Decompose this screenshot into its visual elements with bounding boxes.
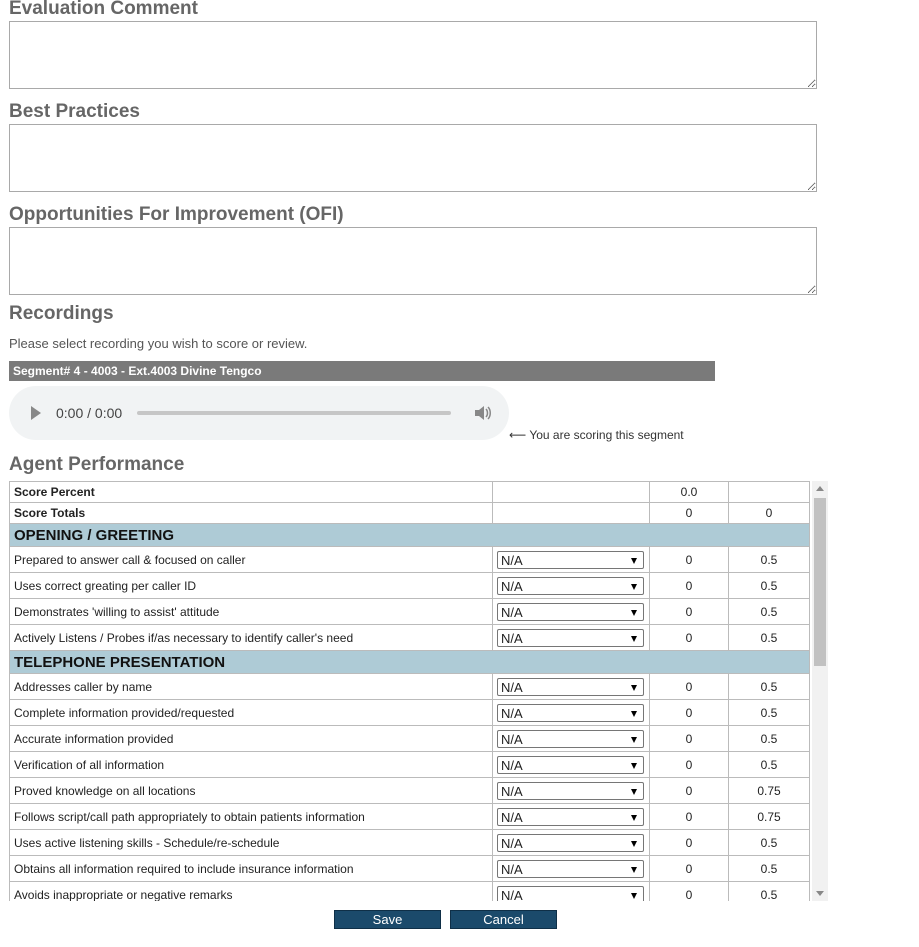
rating-select[interactable] (497, 730, 644, 748)
criteria-score: 0 (650, 726, 729, 752)
player-time: 0:00 / 0:00 (56, 405, 123, 421)
score-totals-row (10, 503, 810, 524)
criteria-row (10, 778, 810, 804)
seek-slider[interactable] (137, 411, 451, 415)
scroll-thumb[interactable] (814, 498, 826, 666)
section-title: TELEPHONE PRESENTATION (10, 651, 810, 674)
segment-row[interactable]: Segment# 4 - 4003 - Ext.4003 Divine Tengco (9, 361, 715, 381)
rating-select[interactable] (497, 577, 644, 595)
chevron-down-icon (631, 610, 637, 616)
rating-select[interactable] (497, 603, 644, 621)
rating-select-value: N/A (501, 887, 523, 901)
scroll-down-icon[interactable] (816, 891, 824, 896)
agent-performance-title: Agent Performance (9, 454, 185, 475)
criteria-weight: 0.75 (729, 778, 810, 804)
best-practices-field[interactable] (9, 124, 817, 192)
criteria-score: 0 (650, 573, 729, 599)
rating-select[interactable] (497, 756, 644, 774)
criteria-label: Prepared to answer call & focused on caller (10, 547, 493, 573)
criteria-weight: 0.5 (729, 856, 810, 882)
rating-select[interactable] (497, 704, 644, 722)
criteria-score: 0 (650, 752, 729, 778)
rating-select-value: N/A (501, 809, 523, 825)
performance-table (9, 481, 810, 901)
criteria-row (10, 547, 810, 573)
criteria-label: Uses active listening skills - Schedule/re-schedule (10, 830, 493, 856)
rating-select-value: N/A (501, 705, 523, 721)
performance-table-container (9, 481, 828, 901)
best-practices-title: Best Practices (9, 101, 140, 122)
criteria-score: 0 (650, 599, 729, 625)
criteria-row (10, 856, 810, 882)
criteria-score: 0 (650, 700, 729, 726)
rating-select-value: N/A (501, 604, 523, 620)
rating-select-value: N/A (501, 861, 523, 877)
criteria-score: 0 (650, 804, 729, 830)
section-title: OPENING / GREETING (10, 524, 810, 547)
score-totals-max: 0 (729, 503, 810, 524)
chevron-down-icon (631, 867, 637, 873)
criteria-row (10, 882, 810, 902)
volume-icon[interactable] (473, 404, 493, 422)
criteria-weight: 0.5 (729, 599, 810, 625)
criteria-label: Addresses caller by name (10, 674, 493, 700)
evaluation-comment-title: Evaluation Comment (9, 0, 198, 19)
criteria-label: Uses correct greating per caller ID (10, 573, 493, 599)
criteria-score: 0 (650, 778, 729, 804)
cancel-button[interactable]: Cancel (450, 910, 557, 929)
criteria-row (10, 674, 810, 700)
criteria-weight: 0.5 (729, 674, 810, 700)
criteria-score: 0 (650, 856, 729, 882)
score-percent-value: 0.0 (650, 482, 729, 503)
criteria-weight: 0.5 (729, 700, 810, 726)
criteria-weight: 0.5 (729, 830, 810, 856)
criteria-row (10, 700, 810, 726)
chevron-down-icon (631, 893, 637, 899)
criteria-label: Actively Listens / Probes if/as necessary to identify caller's need (10, 625, 493, 651)
score-totals-score: 0 (650, 503, 729, 524)
performance-table-viewport (9, 481, 811, 901)
rating-select[interactable] (497, 886, 644, 902)
chevron-down-icon (631, 584, 637, 590)
rating-select-value: N/A (501, 835, 523, 851)
scoring-note: ⟵ You are scoring this segment (509, 428, 684, 442)
criteria-weight: 0.5 (729, 726, 810, 752)
rating-select-value: N/A (501, 757, 523, 773)
criteria-label: Demonstrates 'willing to assist' attitude (10, 599, 493, 625)
criteria-row (10, 573, 810, 599)
chevron-down-icon (631, 789, 637, 795)
criteria-score: 0 (650, 882, 729, 902)
chevron-down-icon (631, 558, 637, 564)
criteria-score: 0 (650, 547, 729, 573)
rating-select-value: N/A (501, 731, 523, 747)
rating-select[interactable] (497, 782, 644, 800)
rating-select-value: N/A (501, 578, 523, 594)
rating-select[interactable] (497, 834, 644, 852)
criteria-row (10, 599, 810, 625)
criteria-label: Verification of all information (10, 752, 493, 778)
criteria-weight: 0.5 (729, 752, 810, 778)
score-totals-label: Score Totals (10, 503, 493, 524)
rating-select-value: N/A (501, 552, 523, 568)
chevron-down-icon (631, 685, 637, 691)
rating-select-value: N/A (501, 679, 523, 695)
criteria-weight: 0.5 (729, 625, 810, 651)
criteria-row (10, 625, 810, 651)
scroll-up-icon[interactable] (816, 486, 824, 491)
rating-select[interactable] (497, 860, 644, 878)
recordings-title: Recordings (9, 303, 114, 324)
play-icon[interactable] (31, 406, 41, 420)
rating-select[interactable] (497, 808, 644, 826)
audio-player (9, 386, 509, 440)
section-header-row (10, 651, 810, 674)
criteria-score: 0 (650, 625, 729, 651)
criteria-weight: 0.75 (729, 804, 810, 830)
criteria-label: Avoids inappropriate or negative remarks (10, 882, 493, 902)
save-button[interactable]: Save (334, 910, 441, 929)
chevron-down-icon (631, 815, 637, 821)
chevron-down-icon (631, 763, 637, 769)
criteria-weight: 0.5 (729, 547, 810, 573)
rating-select[interactable] (497, 629, 644, 647)
evaluation-comment-field[interactable] (9, 21, 817, 89)
table-scrollbar[interactable] (812, 481, 828, 901)
section-header-row (10, 524, 810, 547)
score-percent-label: Score Percent (10, 482, 493, 503)
rating-select-value: N/A (501, 783, 523, 799)
criteria-row (10, 752, 810, 778)
criteria-label: Complete information provided/requested (10, 700, 493, 726)
criteria-label: Proved knowledge on all locations (10, 778, 493, 804)
ofi-field[interactable] (9, 227, 817, 295)
rating-select[interactable] (497, 678, 644, 696)
criteria-score: 0 (650, 674, 729, 700)
criteria-label: Accurate information provided (10, 726, 493, 752)
criteria-score: 0 (650, 830, 729, 856)
criteria-row (10, 830, 810, 856)
criteria-label: Obtains all information required to include insurance information (10, 856, 493, 882)
criteria-row (10, 726, 810, 752)
recordings-hint: Please select recording you wish to score or review. (9, 336, 308, 351)
chevron-down-icon (631, 841, 637, 847)
rating-select-value: N/A (501, 630, 523, 646)
criteria-weight: 0.5 (729, 882, 810, 902)
score-percent-row (10, 482, 810, 503)
rating-select[interactable] (497, 551, 644, 569)
criteria-row (10, 804, 810, 830)
chevron-down-icon (631, 711, 637, 717)
criteria-label: Follows script/call path appropriately to obtain patients information (10, 804, 493, 830)
chevron-down-icon (631, 636, 637, 642)
chevron-down-icon (631, 737, 637, 743)
ofi-title: Opportunities For Improvement (OFI) (9, 204, 344, 225)
criteria-weight: 0.5 (729, 573, 810, 599)
